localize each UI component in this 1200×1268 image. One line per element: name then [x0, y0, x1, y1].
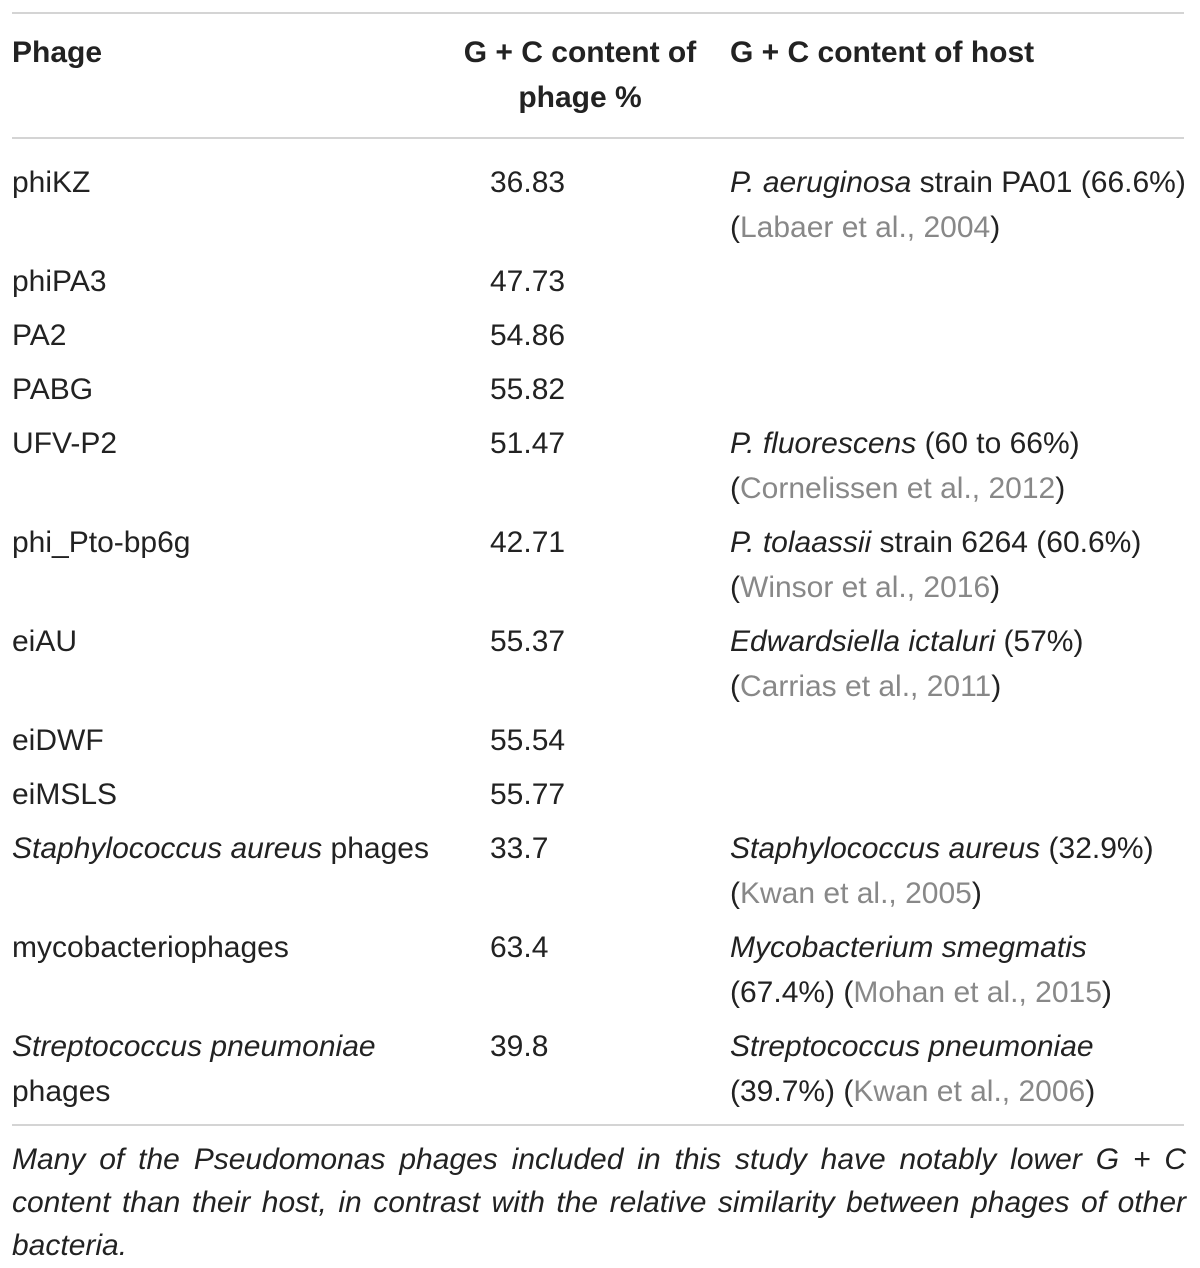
- host-detail: strain 6264 (60.6%) (: [730, 526, 1142, 604]
- host-close: ): [971, 877, 982, 910]
- cell-phage: PABG: [12, 373, 94, 406]
- host-close: ): [1085, 1075, 1096, 1108]
- cell-host-gc: [730, 772, 1188, 826]
- cell-phage-gc: 47.73: [490, 265, 566, 298]
- cell-phage: phiKZ: [12, 166, 91, 199]
- host-close: ): [990, 211, 1001, 244]
- phage-species: Staphylococcus aureus: [12, 832, 323, 865]
- cell-host-gc: [730, 1024, 1188, 1123]
- cell-host-gc: [730, 421, 1188, 520]
- phage-species: Streptococcus pneumoniae: [12, 1030, 376, 1063]
- bottom-rule: [12, 1124, 1184, 1126]
- cell-phage-gc: 55.54: [490, 724, 566, 757]
- table-row: [12, 520, 1188, 619]
- table-row: [12, 138, 1188, 259]
- table-row: [12, 772, 1188, 826]
- cell-host-gc: [730, 138, 1188, 259]
- host-species: Staphylococcus aureus: [730, 832, 1041, 865]
- host-detail: (39.7%) (: [730, 1075, 854, 1108]
- cell-phage: [12, 1024, 430, 1123]
- host-species: P. tolaassii: [730, 526, 872, 559]
- table-row: [12, 259, 1188, 313]
- table-row: [12, 421, 1188, 520]
- cell-host-gc: [730, 619, 1188, 718]
- host-detail: strain PA01 (66.6%) (: [730, 166, 1186, 244]
- cell-phage-gc: 36.83: [490, 166, 566, 199]
- host-species: Mycobacterium smegmatis: [730, 931, 1087, 964]
- host-detail: (67.4%) (: [730, 976, 854, 1009]
- host-close: ): [990, 571, 1001, 604]
- host-close: ): [1101, 976, 1112, 1009]
- host-detail: (57%) (: [730, 625, 1084, 703]
- table-row: [12, 367, 1188, 421]
- cell-host-gc: [730, 259, 1188, 313]
- host-species: P. aeruginosa: [730, 166, 912, 199]
- host-detail: (32.9%) (: [730, 832, 1154, 910]
- cell-phage: eiMSLS: [12, 778, 118, 811]
- cell-host-gc: [730, 367, 1188, 421]
- host-detail: (60 to 66%) (: [730, 427, 1080, 505]
- cell-host-gc: [730, 826, 1188, 925]
- table-row: [12, 925, 1188, 1024]
- cell-phage-gc: 55.37: [490, 625, 566, 658]
- phage-suffix: phages: [322, 832, 429, 865]
- cell-host-gc: [730, 925, 1188, 1024]
- host-close: ): [1055, 472, 1066, 505]
- host-species: Edwardsiella ictaluri: [730, 625, 996, 658]
- host-citation: Labaer et al., 2004: [740, 211, 991, 244]
- gc-content-table: [12, 14, 1188, 1123]
- table-row: [12, 619, 1188, 718]
- cell-phage: eiDWF: [12, 724, 104, 757]
- cell-host-gc: [730, 313, 1188, 367]
- host-citation: Kwan et al., 2005: [740, 877, 972, 910]
- host-citation: Cornelissen et al., 2012: [740, 472, 1056, 505]
- cell-phage-gc: 63.4: [490, 931, 549, 964]
- cell-phage: phiPA3: [12, 265, 107, 298]
- cell-phage: phi_Pto-bp6g: [12, 526, 191, 559]
- table-row: [12, 826, 1188, 925]
- host-species: Streptococcus pneumoniae: [730, 1030, 1094, 1063]
- cell-phage: [12, 826, 430, 925]
- host-species: P. fluorescens: [730, 427, 917, 460]
- cell-phage-gc: 42.71: [490, 526, 566, 559]
- table-row: [12, 313, 1188, 367]
- table-row: [12, 1024, 1188, 1123]
- cell-phage-gc: 33.7: [490, 832, 549, 865]
- table-caption: Many of the Pseudomonas phages included in this study have notably lower G + C content than their host, in contrast with the relative similarity between phages of other bacteria.: [12, 1143, 1186, 1262]
- cell-phage: UFV-P2: [12, 427, 118, 460]
- phage-suffix: phages: [12, 1075, 111, 1108]
- header-row: [12, 14, 1188, 138]
- table-row: [12, 718, 1188, 772]
- host-citation: Kwan et al., 2006: [853, 1075, 1086, 1108]
- cell-host-gc: [730, 718, 1188, 772]
- cell-phage-gc: 51.47: [490, 427, 566, 460]
- header-phage-gc: G + C content of phage %: [463, 36, 697, 114]
- cell-phage-gc: 55.77: [490, 778, 566, 811]
- host-citation: Carrias et al., 2011: [740, 670, 992, 703]
- cell-host-gc: [730, 520, 1188, 619]
- cell-phage: PA2: [12, 319, 67, 352]
- header-phage: Phage: [12, 36, 103, 69]
- host-citation: Winsor et al., 2016: [740, 571, 991, 604]
- host-citation: Mohan et al., 2015: [853, 976, 1102, 1009]
- cell-phage-gc: 54.86: [490, 319, 566, 352]
- header-host-gc: G + C content of host: [730, 36, 1035, 69]
- cell-phage-gc: 39.8: [490, 1030, 549, 1063]
- cell-phage: eiAU: [12, 625, 78, 658]
- cell-phage-gc: 55.82: [490, 373, 566, 406]
- host-close: ): [991, 670, 1002, 703]
- cell-phage: mycobacteriophages: [12, 931, 289, 964]
